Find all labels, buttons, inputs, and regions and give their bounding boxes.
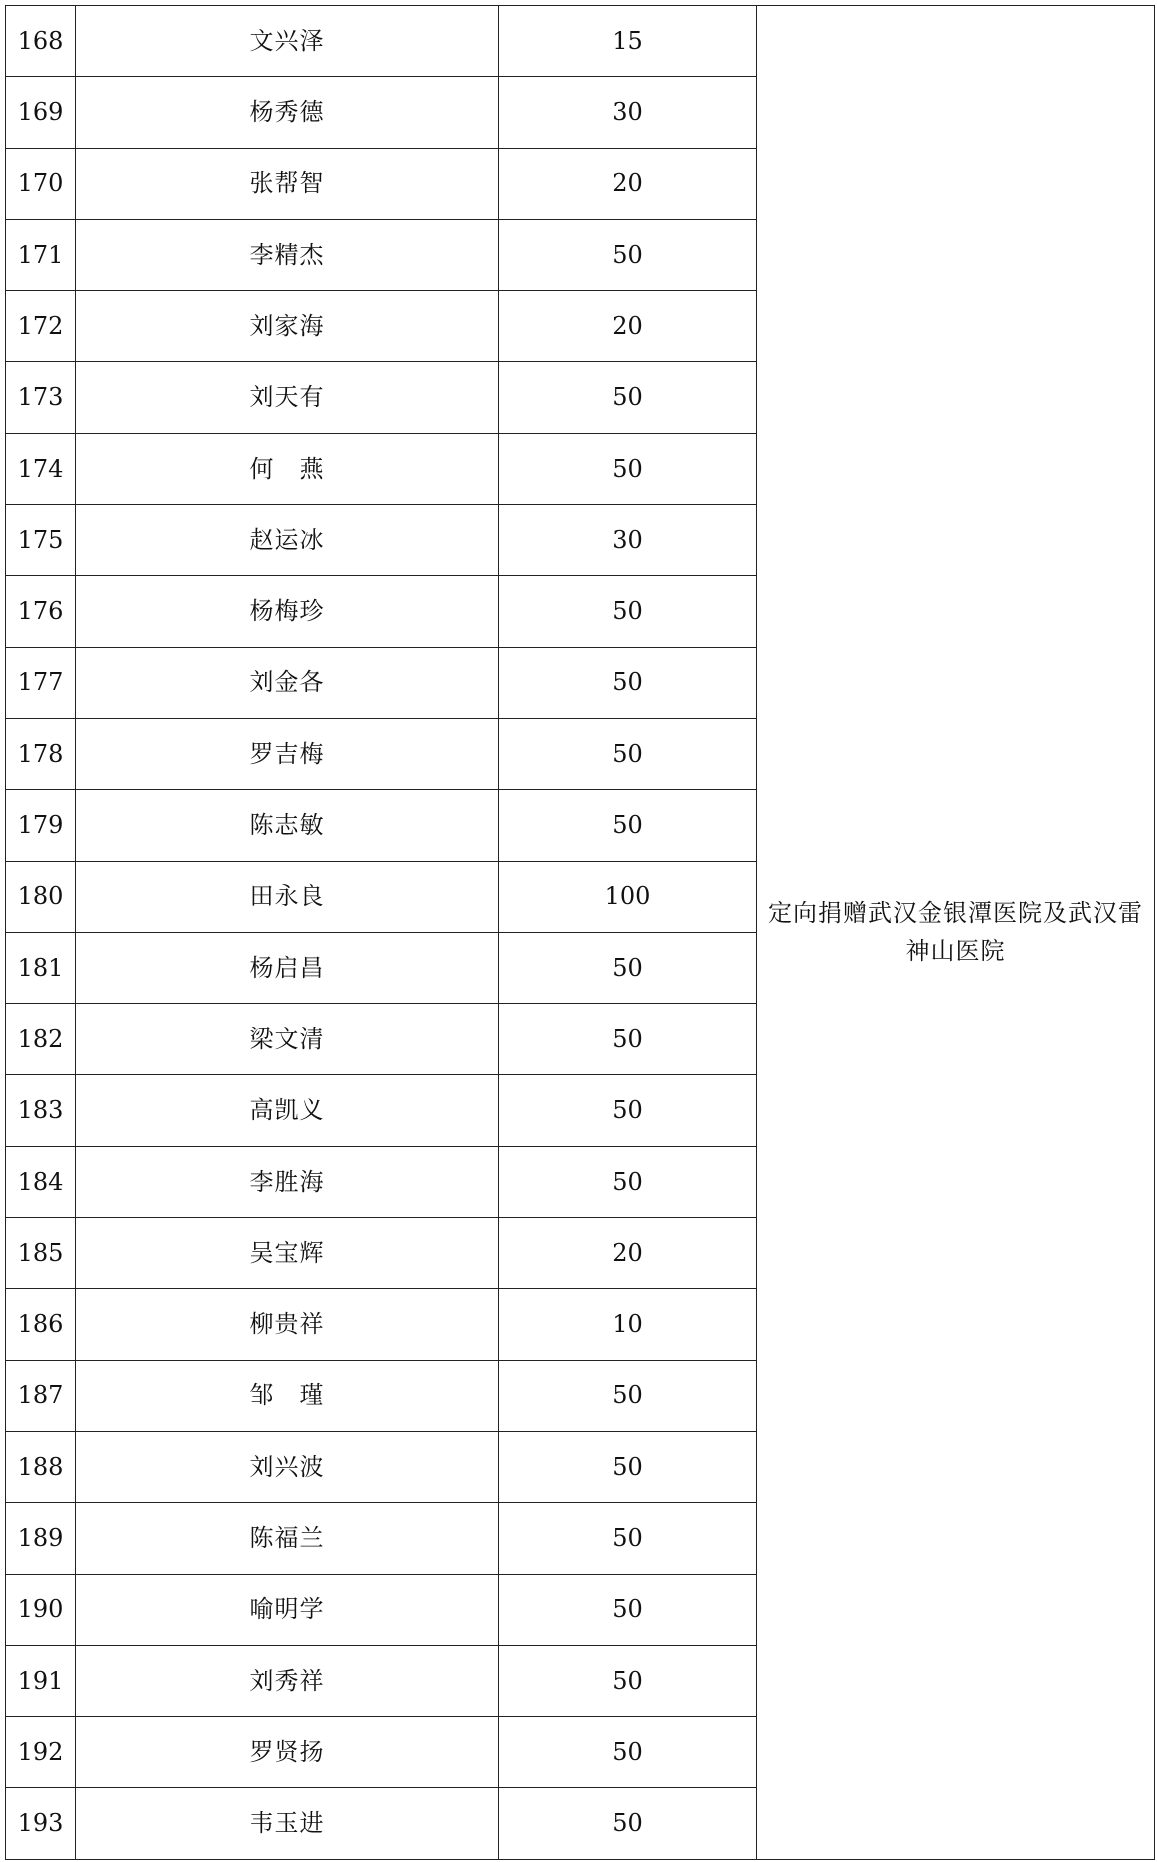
donor-name: 陈志敏	[249, 811, 325, 840]
row-number-cell: 170	[6, 148, 76, 219]
row-number-cell: 183	[6, 1075, 76, 1146]
donor-name-cell	[76, 1360, 499, 1431]
donation-amount-cell: 50	[499, 1574, 757, 1645]
row-number-cell: 172	[6, 291, 76, 362]
donation-amount-cell: 15	[499, 6, 757, 77]
donation-amount-cell: 20	[499, 1218, 757, 1289]
row-number-cell: 192	[6, 1717, 76, 1788]
donor-name: 刘秀祥	[249, 1666, 325, 1695]
row-number-cell: 176	[6, 576, 76, 647]
donation-amount-cell: 30	[499, 77, 757, 148]
row-number-cell: 188	[6, 1431, 76, 1502]
donor-name: 刘兴波	[249, 1452, 325, 1481]
donor-name-cell	[76, 790, 499, 861]
donation-amount-cell: 50	[499, 1431, 757, 1502]
donor-name: 吴宝辉	[249, 1238, 325, 1267]
donation-amount-cell: 10	[499, 1289, 757, 1360]
donation-amount-cell: 50	[499, 576, 757, 647]
donor-name: 刘家海	[249, 311, 325, 340]
donor-name: 张帮智	[249, 169, 325, 198]
donor-name-cell	[76, 576, 499, 647]
donor-name: 杨启昌	[249, 953, 325, 982]
donor-name: 杨秀德	[249, 98, 325, 127]
donor-name: 刘金各	[249, 668, 325, 697]
donation-amount-cell: 20	[499, 291, 757, 362]
donation-amount-cell: 100	[499, 861, 757, 932]
row-number-cell: 179	[6, 790, 76, 861]
donation-amount-cell: 30	[499, 505, 757, 576]
donation-amount-cell: 50	[499, 1645, 757, 1716]
row-number-cell: 177	[6, 647, 76, 718]
donor-name: 高凯义	[249, 1096, 325, 1125]
donor-name: 田永良	[249, 882, 325, 911]
donation-amount-cell: 20	[499, 148, 757, 219]
donor-name-cell	[76, 647, 499, 718]
donor-name-cell	[76, 219, 499, 290]
donation-amount-cell: 50	[499, 1075, 757, 1146]
row-number-cell: 189	[6, 1503, 76, 1574]
donor-name-cell	[76, 77, 499, 148]
donor-name-cell	[76, 718, 499, 789]
donor-name: 罗贤扬	[249, 1737, 325, 1766]
row-number-cell: 168	[6, 6, 76, 77]
donor-name: 陈福兰	[249, 1523, 325, 1552]
row-number-cell: 186	[6, 1289, 76, 1360]
donor-name-cell	[76, 932, 499, 1003]
donor-name: 杨梅珍	[249, 597, 325, 626]
donor-name-cell	[76, 1788, 499, 1859]
donation-amount-cell: 50	[499, 1788, 757, 1859]
donation-amount-cell: 50	[499, 433, 757, 504]
donor-name-cell	[76, 1717, 499, 1788]
donor-name-cell	[76, 1218, 499, 1289]
row-number-cell: 181	[6, 932, 76, 1003]
donor-name-cell	[76, 1146, 499, 1217]
donor-name: 梁文清	[249, 1024, 325, 1053]
donation-amount-cell: 50	[499, 1004, 757, 1075]
row-number-cell: 187	[6, 1360, 76, 1431]
row-number-cell: 190	[6, 1574, 76, 1645]
donor-name: 喻明学	[249, 1595, 325, 1624]
donation-amount-cell: 50	[499, 1360, 757, 1431]
donor-name-cell	[76, 1004, 499, 1075]
donor-name-cell	[76, 1289, 499, 1360]
donation-amount-cell: 50	[499, 718, 757, 789]
donor-name: 邹 瑾	[249, 1381, 325, 1410]
row-number-cell: 174	[6, 433, 76, 504]
donation-amount-cell: 50	[499, 362, 757, 433]
donor-name: 赵运冰	[249, 525, 325, 554]
row-number-cell: 180	[6, 861, 76, 932]
donor-name-cell	[76, 1503, 499, 1574]
donor-name-cell	[76, 1645, 499, 1716]
donor-name-cell	[76, 1075, 499, 1146]
donor-name-cell	[76, 433, 499, 504]
donor-name: 韦玉进	[249, 1809, 325, 1838]
row-number-cell: 173	[6, 362, 76, 433]
donation-amount-cell: 50	[499, 647, 757, 718]
donation-amount-cell: 50	[499, 1503, 757, 1574]
donor-name-cell	[76, 362, 499, 433]
donor-name-cell	[76, 1431, 499, 1502]
table-row	[6, 6, 1155, 77]
row-number-cell: 184	[6, 1146, 76, 1217]
row-number-cell: 171	[6, 219, 76, 290]
donor-name-cell	[76, 291, 499, 362]
donation-table	[5, 5, 1155, 1860]
donation-amount-cell: 50	[499, 1717, 757, 1788]
row-number-cell: 175	[6, 505, 76, 576]
donation-amount-cell: 50	[499, 790, 757, 861]
row-number-cell: 191	[6, 1645, 76, 1716]
donation-note: 定向捐赠武汉金银潭医院及武汉雷神山医院	[768, 898, 1143, 966]
donor-name: 罗吉梅	[249, 739, 325, 768]
donor-name: 何 燕	[249, 454, 325, 483]
donor-name-cell	[76, 861, 499, 932]
donation-amount-cell: 50	[499, 1146, 757, 1217]
row-number-cell: 169	[6, 77, 76, 148]
donor-name-cell	[76, 1574, 499, 1645]
row-number-cell: 178	[6, 718, 76, 789]
donor-name: 柳贵祥	[249, 1310, 325, 1339]
donor-name: 李胜海	[249, 1167, 325, 1196]
donation-note-cell	[757, 6, 1155, 1860]
donor-name: 文兴泽	[249, 26, 325, 55]
row-number-cell: 182	[6, 1004, 76, 1075]
donor-name-cell	[76, 505, 499, 576]
row-number-cell: 193	[6, 1788, 76, 1859]
donor-name-cell	[76, 148, 499, 219]
donor-name: 李精杰	[249, 240, 325, 269]
donation-amount-cell: 50	[499, 932, 757, 1003]
donation-amount-cell: 50	[499, 219, 757, 290]
donor-name: 刘天有	[249, 383, 325, 412]
donor-name-cell	[76, 6, 499, 77]
donation-table-body	[6, 6, 1155, 1860]
row-number-cell: 185	[6, 1218, 76, 1289]
